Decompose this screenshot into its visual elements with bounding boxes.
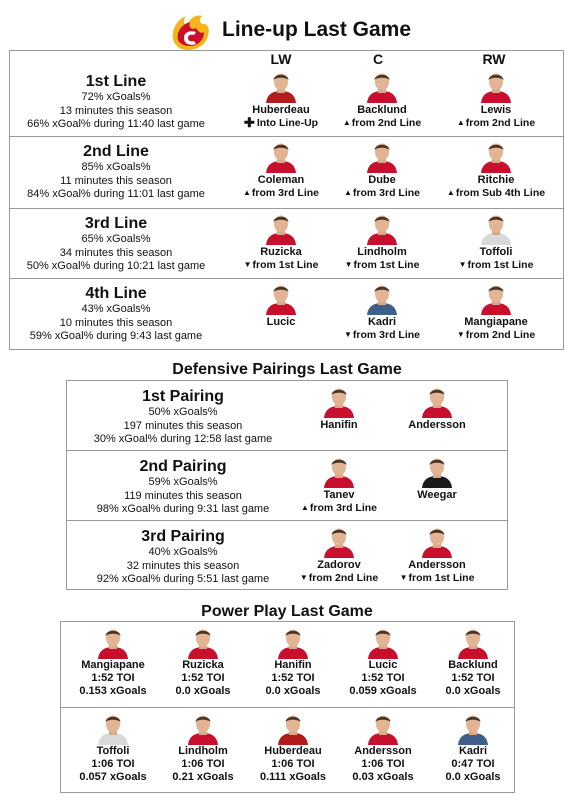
- player-headshot: [322, 454, 356, 488]
- unit-summary: [10, 72, 222, 132]
- player-headshot: [420, 524, 454, 558]
- player-name: Hanifin: [320, 419, 358, 431]
- player-card: [438, 139, 554, 199]
- player-name: Toffoli: [96, 745, 130, 757]
- unit-title: 2nd Pairing: [139, 458, 227, 475]
- player-name: Backlund: [448, 659, 498, 671]
- arrow-down-icon: ▼: [343, 330, 352, 339]
- player-name: Huberdeau: [264, 745, 322, 757]
- unit-summary: [10, 142, 222, 202]
- player-headshot: [366, 625, 400, 659]
- player-name: Lucic: [368, 659, 398, 671]
- powerplay-player: [243, 711, 343, 784]
- player-name: Kadri: [458, 745, 488, 757]
- powerplay-player: [63, 625, 163, 698]
- column-header-lw: LW: [270, 51, 292, 67]
- player-headshot: [456, 625, 490, 659]
- unit-xgoals: 59% xGoals%: [148, 476, 218, 488]
- player-toi: 1:06 TOI: [271, 758, 315, 770]
- player-name: Weegar: [417, 489, 457, 501]
- unit-last-game: 59% xGoal% during 9:43 last game: [29, 330, 203, 342]
- player-headshot: [322, 524, 356, 558]
- lineup-table: [9, 50, 564, 350]
- player-card: [438, 69, 554, 129]
- line-change-text: from 3rd Line: [352, 329, 420, 341]
- line-change-text: from 1st Line: [353, 259, 420, 271]
- player-card: [324, 211, 440, 271]
- player-line-change: [438, 187, 554, 199]
- player-line-change: [324, 187, 440, 199]
- player-card: [223, 139, 339, 199]
- player-headshot: [264, 139, 298, 173]
- unit-last-game: 66% xGoal% during 11:40 last game: [27, 118, 205, 130]
- player-headshot: [365, 281, 399, 315]
- arrow-down-icon: ▼: [399, 573, 408, 582]
- line-change-text: from Sub 4th Line: [455, 187, 546, 199]
- column-header-c: C: [372, 51, 384, 67]
- plus-icon: ✚: [243, 115, 255, 130]
- line-change-text: from 2nd Line: [351, 117, 422, 129]
- player-toi: 0:47 TOI: [451, 758, 495, 770]
- player-toi: 1:06 TOI: [181, 758, 225, 770]
- unit-last-game: 84% xGoal% during 11:01 last game: [27, 188, 205, 200]
- player-headshot: [420, 454, 454, 488]
- unit-summary: [10, 214, 222, 274]
- arrow-up-icon: ▲: [300, 503, 309, 512]
- powerplay-player: [243, 625, 343, 698]
- unit-last-game: 98% xGoal% during 9:31 last game: [96, 503, 270, 515]
- player-headshot: [479, 69, 513, 103]
- player-xgoals: 0.057 xGoals: [79, 771, 147, 783]
- unit-title: 1st Line: [85, 73, 147, 90]
- player-headshot: [96, 711, 130, 745]
- player-xgoals: 0.153 xGoals: [79, 685, 147, 697]
- player-toi: 1:06 TOI: [361, 758, 405, 770]
- arrow-up-icon: ▲: [456, 118, 465, 127]
- pairing-row: [67, 381, 507, 451]
- player-card: [438, 211, 554, 271]
- player-name: Tanev: [323, 489, 355, 501]
- player-xgoals: 0.0 xGoals: [445, 685, 501, 697]
- player-headshot: [479, 139, 513, 173]
- powerplay-player: [153, 711, 253, 784]
- defense-table: [66, 380, 508, 590]
- player-line-change: [281, 502, 397, 514]
- powerplay-section-title: Power Play Last Game: [201, 603, 373, 620]
- pairing-row: [67, 451, 507, 521]
- player-name: Kadri: [367, 316, 397, 328]
- arrow-down-icon: ▼: [344, 260, 353, 269]
- player-headshot: [276, 711, 310, 745]
- line-row: [10, 279, 563, 351]
- player-xgoals: 0.0 xGoals: [265, 685, 321, 697]
- player-name: Backlund: [357, 104, 407, 116]
- player-card: [324, 139, 440, 199]
- player-line-change: [379, 572, 495, 584]
- player-name: Ruzicka: [260, 246, 302, 258]
- unit-xgoals: 72% xGoals%: [81, 91, 151, 103]
- player-toi: 1:52 TOI: [451, 672, 495, 684]
- powerplay-player: [333, 711, 433, 784]
- unit-title: 3rd Line: [84, 215, 148, 232]
- line-change-text: from 1st Line: [408, 572, 475, 584]
- player-headshot: [420, 384, 454, 418]
- player-line-change: [223, 259, 339, 271]
- player-line-change: [324, 329, 440, 341]
- player-card: [324, 281, 440, 341]
- unit-title: 4th Line: [85, 285, 147, 302]
- unit-last-game: 30% xGoal% during 12:58 last game: [93, 433, 273, 445]
- arrow-up-icon: ▲: [242, 188, 251, 197]
- player-card: [379, 524, 495, 584]
- player-xgoals: 0.0 xGoals: [175, 685, 231, 697]
- line-row: [10, 137, 563, 209]
- player-name: Toffoli: [479, 246, 513, 258]
- player-name: Andersson: [408, 419, 466, 431]
- powerplay-row: [61, 708, 514, 794]
- player-card: [379, 454, 495, 502]
- arrow-up-icon: ▲: [342, 118, 351, 127]
- player-toi: 1:52 TOI: [91, 672, 135, 684]
- player-xgoals: 0.059 xGoals: [349, 685, 417, 697]
- defense-section-title: Defensive Pairings Last Game: [172, 361, 402, 378]
- unit-title: 3rd Pairing: [141, 528, 225, 545]
- line-row: [10, 209, 563, 279]
- player-toi: 1:52 TOI: [361, 672, 405, 684]
- player-name: Lucic: [266, 316, 296, 328]
- player-toi: 1:52 TOI: [181, 672, 225, 684]
- line-change-text: Into Line-Up: [256, 117, 319, 129]
- pairing-row: [67, 521, 507, 591]
- player-headshot: [276, 625, 310, 659]
- player-toi: 1:06 TOI: [91, 758, 135, 770]
- player-card: [223, 69, 339, 129]
- player-headshot: [186, 711, 220, 745]
- player-headshot: [264, 281, 298, 315]
- unit-xgoals: 40% xGoals%: [148, 546, 218, 558]
- line-change-text: from 3rd Line: [309, 502, 377, 514]
- page-title: Line-up Last Game: [222, 18, 412, 41]
- player-line-change: [223, 187, 339, 199]
- player-headshot: [322, 384, 356, 418]
- powerplay-player: [423, 625, 523, 698]
- player-line-change: [438, 259, 554, 271]
- player-xgoals: 0.0 xGoals: [445, 771, 501, 783]
- arrow-down-icon: ▼: [299, 573, 308, 582]
- player-name: Mangiapane: [81, 659, 145, 671]
- line-change-text: from 2nd Line: [308, 572, 379, 584]
- player-headshot: [366, 711, 400, 745]
- player-name: Ritchie: [477, 174, 515, 186]
- player-name: Dube: [368, 174, 396, 186]
- unit-xgoals: 43% xGoals%: [81, 303, 151, 315]
- player-card: [324, 69, 440, 129]
- player-xgoals: 0.03 xGoals: [352, 771, 414, 783]
- line-row: [10, 67, 563, 137]
- unit-last-game: 50% xGoal% during 10:21 last game: [26, 260, 206, 272]
- unit-minutes: 32 minutes this season: [126, 559, 240, 572]
- unit-minutes: 10 minutes this season: [59, 316, 173, 329]
- player-headshot: [365, 211, 399, 245]
- player-line-change: [324, 259, 440, 271]
- page-header: [0, 8, 574, 52]
- line-change-text: from 3rd Line: [352, 187, 420, 199]
- unit-summary: [10, 284, 222, 344]
- powerplay-row: [61, 622, 514, 708]
- player-name: Huberdeau: [252, 104, 310, 116]
- player-headshot: [365, 69, 399, 103]
- unit-title: 2nd Line: [83, 143, 149, 160]
- player-name: Coleman: [257, 174, 305, 186]
- player-line-change: [223, 117, 339, 129]
- player-line-change: [324, 117, 440, 129]
- line-change-text: from 2nd Line: [465, 117, 536, 129]
- player-headshot: [186, 625, 220, 659]
- arrow-down-icon: ▼: [456, 330, 465, 339]
- powerplay-player: [333, 625, 433, 698]
- player-headshot: [365, 139, 399, 173]
- column-header-rw: RW: [482, 51, 506, 67]
- line-change-text: from 1st Line: [252, 259, 319, 271]
- arrow-down-icon: ▼: [243, 260, 252, 269]
- powerplay-player: [423, 711, 523, 784]
- unit-summary: [67, 457, 299, 517]
- powerplay-table: [60, 621, 515, 793]
- line-change-text: from 2nd Line: [465, 329, 536, 341]
- player-xgoals: 0.21 xGoals: [172, 771, 234, 783]
- powerplay-player: [63, 711, 163, 784]
- player-headshot: [264, 211, 298, 245]
- player-headshot: [456, 711, 490, 745]
- unit-minutes: 119 minutes this season: [124, 489, 242, 502]
- unit-summary: [67, 387, 299, 447]
- flames-logo: [168, 12, 212, 52]
- player-name: Lewis: [480, 104, 512, 116]
- unit-minutes: 34 minutes this season: [59, 246, 173, 259]
- player-headshot: [479, 281, 513, 315]
- unit-summary: [67, 527, 299, 587]
- unit-title: 1st Pairing: [142, 388, 224, 405]
- unit-minutes: 13 minutes this season: [59, 104, 173, 117]
- unit-minutes: 11 minutes this season: [60, 174, 172, 187]
- player-name: Hanifin: [274, 659, 312, 671]
- player-headshot: [96, 625, 130, 659]
- unit-minutes: 197 minutes this season: [123, 419, 243, 432]
- arrow-up-icon: ▲: [343, 188, 352, 197]
- arrow-down-icon: ▼: [458, 260, 467, 269]
- player-name: Andersson: [354, 745, 412, 757]
- player-line-change: [438, 117, 554, 129]
- arrow-up-icon: ▲: [446, 188, 455, 197]
- player-line-change: [438, 329, 554, 341]
- unit-xgoals: 85% xGoals%: [81, 161, 151, 173]
- player-name: Mangiapane: [464, 316, 528, 328]
- player-card: [223, 211, 339, 271]
- line-change-text: from 3rd Line: [251, 187, 319, 199]
- player-headshot: [264, 69, 298, 103]
- unit-xgoals: 50% xGoals%: [148, 406, 218, 418]
- player-card: [379, 384, 495, 432]
- powerplay-player: [153, 625, 253, 698]
- unit-xgoals: 65% xGoals%: [81, 233, 151, 245]
- unit-last-game: 92% xGoal% during 5:51 last game: [96, 573, 270, 585]
- player-name: Lindholm: [178, 745, 228, 757]
- line-change-text: from 1st Line: [467, 259, 534, 271]
- player-name: Zadorov: [317, 559, 361, 571]
- player-name: Lindholm: [357, 246, 407, 258]
- player-name: Andersson: [408, 559, 466, 571]
- player-card: [438, 281, 554, 341]
- player-headshot: [479, 211, 513, 245]
- player-name: Ruzicka: [182, 659, 224, 671]
- player-toi: 1:52 TOI: [271, 672, 315, 684]
- player-xgoals: 0.111 xGoals: [259, 771, 327, 783]
- player-card: [223, 281, 339, 329]
